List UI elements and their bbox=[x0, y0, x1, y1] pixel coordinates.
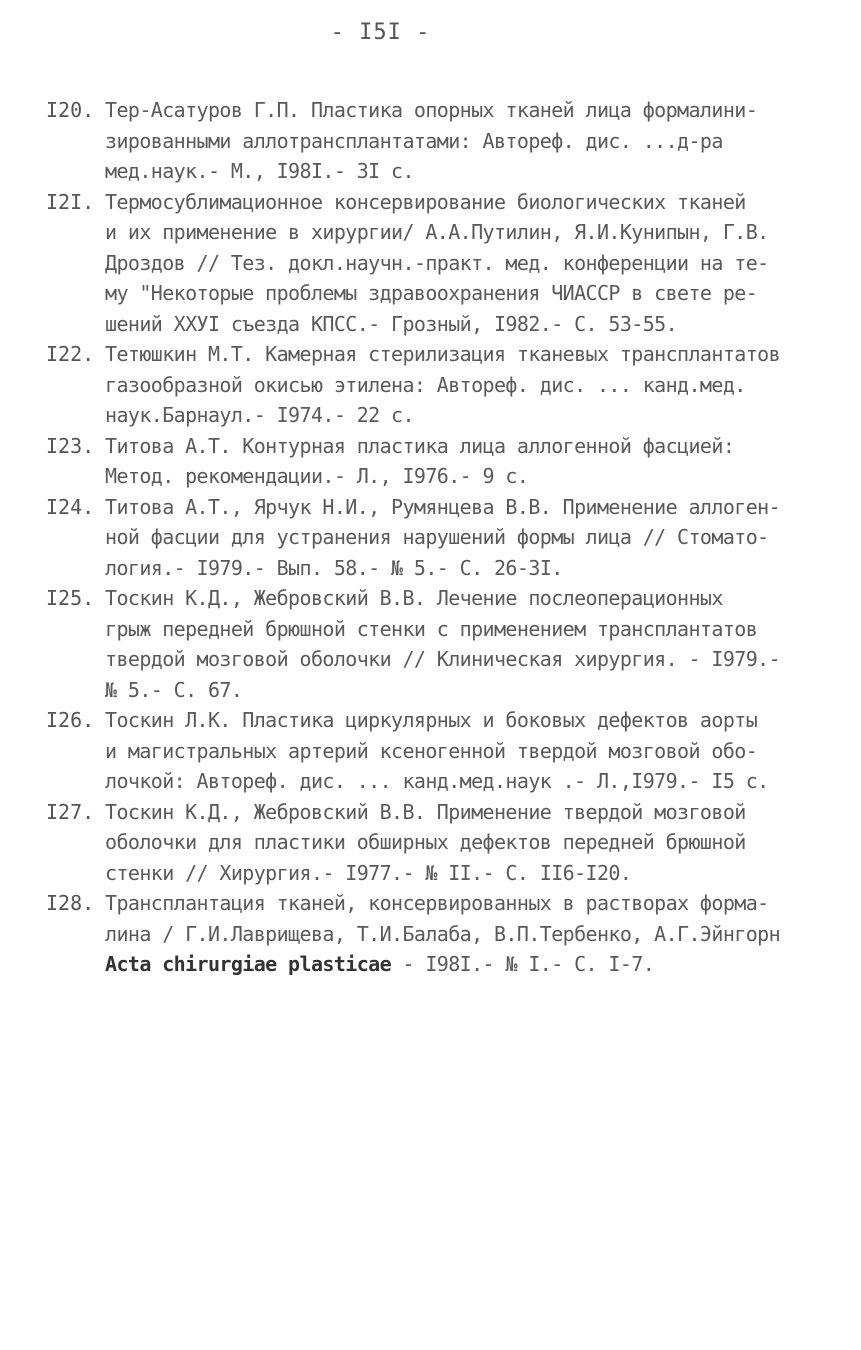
reference-entry bbox=[46, 339, 846, 431]
reference-line: Тетюшкин М.Т. Камерная стерилизация тканевых трансплантатов bbox=[105, 342, 781, 366]
reference-line: газообразной окисью этилена: Автореф. дис. ... канд.мед. bbox=[105, 372, 746, 397]
reference-line: № 5.- С. 67. bbox=[105, 677, 243, 702]
reference-entry bbox=[46, 583, 846, 705]
reference-number: I23. bbox=[46, 433, 95, 458]
reference-line: Дроздов // Тез. докл.научн.-практ. мед. конференции на те- bbox=[105, 250, 769, 275]
reference-line: мед.наук.- М., I98I.- 3I с. bbox=[105, 159, 414, 183]
reference-entry bbox=[46, 705, 846, 797]
reference-line: оболочки для пластики обширных дефектов передней брюшной bbox=[105, 830, 746, 854]
reference-line: и их применение в хирургии/ А.А.Путилин, Я.И.Кунипын, Г.В. bbox=[105, 220, 769, 244]
reference-number: I22. bbox=[46, 342, 95, 366]
reference-line: и магистральных артерий ксеногенной твердой мозговой обо- bbox=[105, 738, 758, 763]
reference-line: Титова А.Т., Ярчук Н.И., Румянцева В.В. Применение аллоген- bbox=[105, 494, 781, 519]
reference-line: твердой мозговой оболочки // Клиническая хирургия. - I979.- bbox=[105, 647, 781, 671]
reference-line: шений ХХУI съезда КПСС.- Грозный, I982.- С. 53-55. bbox=[105, 311, 678, 336]
journal-citation: - I98I.- № I.- С. I-7. bbox=[391, 952, 655, 976]
reference-line: грыж передней брюшной стенки с применением трансплантатов bbox=[105, 616, 758, 641]
reference-line: Метод. рекомендации.- Л., I976.- 9 с. bbox=[105, 464, 529, 488]
reference-line: Тоскин К.Д., Жебровский В.В. Применение твердой мозговой bbox=[105, 799, 746, 824]
reference-line: Тоскин Л.К. Пластика циркулярных и боковых дефектов аорты bbox=[105, 708, 758, 732]
reference-line: лочкой: Автореф. дис. ... канд.мед.наук .- Л.,I979.- I5 с. bbox=[105, 769, 769, 793]
reference-line: наук.Барнаул.- I974.- 22 с. bbox=[105, 403, 414, 427]
reference-number: I27. bbox=[46, 799, 95, 824]
reference-number: I26. bbox=[46, 708, 95, 732]
page-number: - I5I - bbox=[330, 20, 431, 45]
reference-line: логия.- I979.- Вып. 58.- № 5.- С. 26-3I. bbox=[105, 555, 563, 580]
reference-line: Тоскин К.Д., Жебровский В.В. Лечение послеоперационных bbox=[105, 586, 723, 610]
reference-number: I20. bbox=[46, 98, 95, 122]
reference-list bbox=[46, 95, 846, 980]
reference-line: лина / Г.И.Лаврищева, Т.И.Балаба, В.П.Тербенко, А.Г.Эйнгорн bbox=[105, 921, 781, 946]
reference-entry bbox=[46, 888, 846, 980]
reference-entry bbox=[46, 797, 846, 889]
reference-number: I25. bbox=[46, 586, 95, 610]
reference-number: I2I. bbox=[46, 189, 95, 214]
reference-number: I28. bbox=[46, 891, 95, 915]
reference-entry bbox=[46, 95, 846, 187]
reference-line: ной фасции для устранения нарушений формы лица // Стомато- bbox=[105, 525, 769, 549]
journal-title: Acta chirurgiae plasticae bbox=[105, 952, 392, 976]
reference-entry bbox=[46, 431, 846, 492]
reference-line-journal bbox=[105, 949, 846, 980]
reference-line: стенки // Хирургия.- I977.- № II.- С. II6-I20. bbox=[105, 860, 632, 885]
reference-entry bbox=[46, 492, 846, 584]
reference-line: Титова А.Т. Контурная пластика лица аллогенной фасцией: bbox=[105, 433, 735, 458]
reference-line: зированными аллотрансплантатами: Автореф. дис. ...д-ра bbox=[105, 128, 723, 153]
reference-number: I24. bbox=[46, 494, 95, 519]
reference-line: Термосублимационное консервирование биологических тканей bbox=[105, 189, 746, 214]
reference-line: Тер-Асатуров Г.П. Пластика опорных тканей лица формалини- bbox=[105, 98, 758, 122]
reference-line: му "Некоторые проблемы здравоохранения ЧИАССР в свете ре- bbox=[105, 281, 758, 305]
reference-entry bbox=[46, 187, 846, 340]
reference-line: Трансплантация тканей, консервированных в растворах форма- bbox=[105, 891, 769, 915]
